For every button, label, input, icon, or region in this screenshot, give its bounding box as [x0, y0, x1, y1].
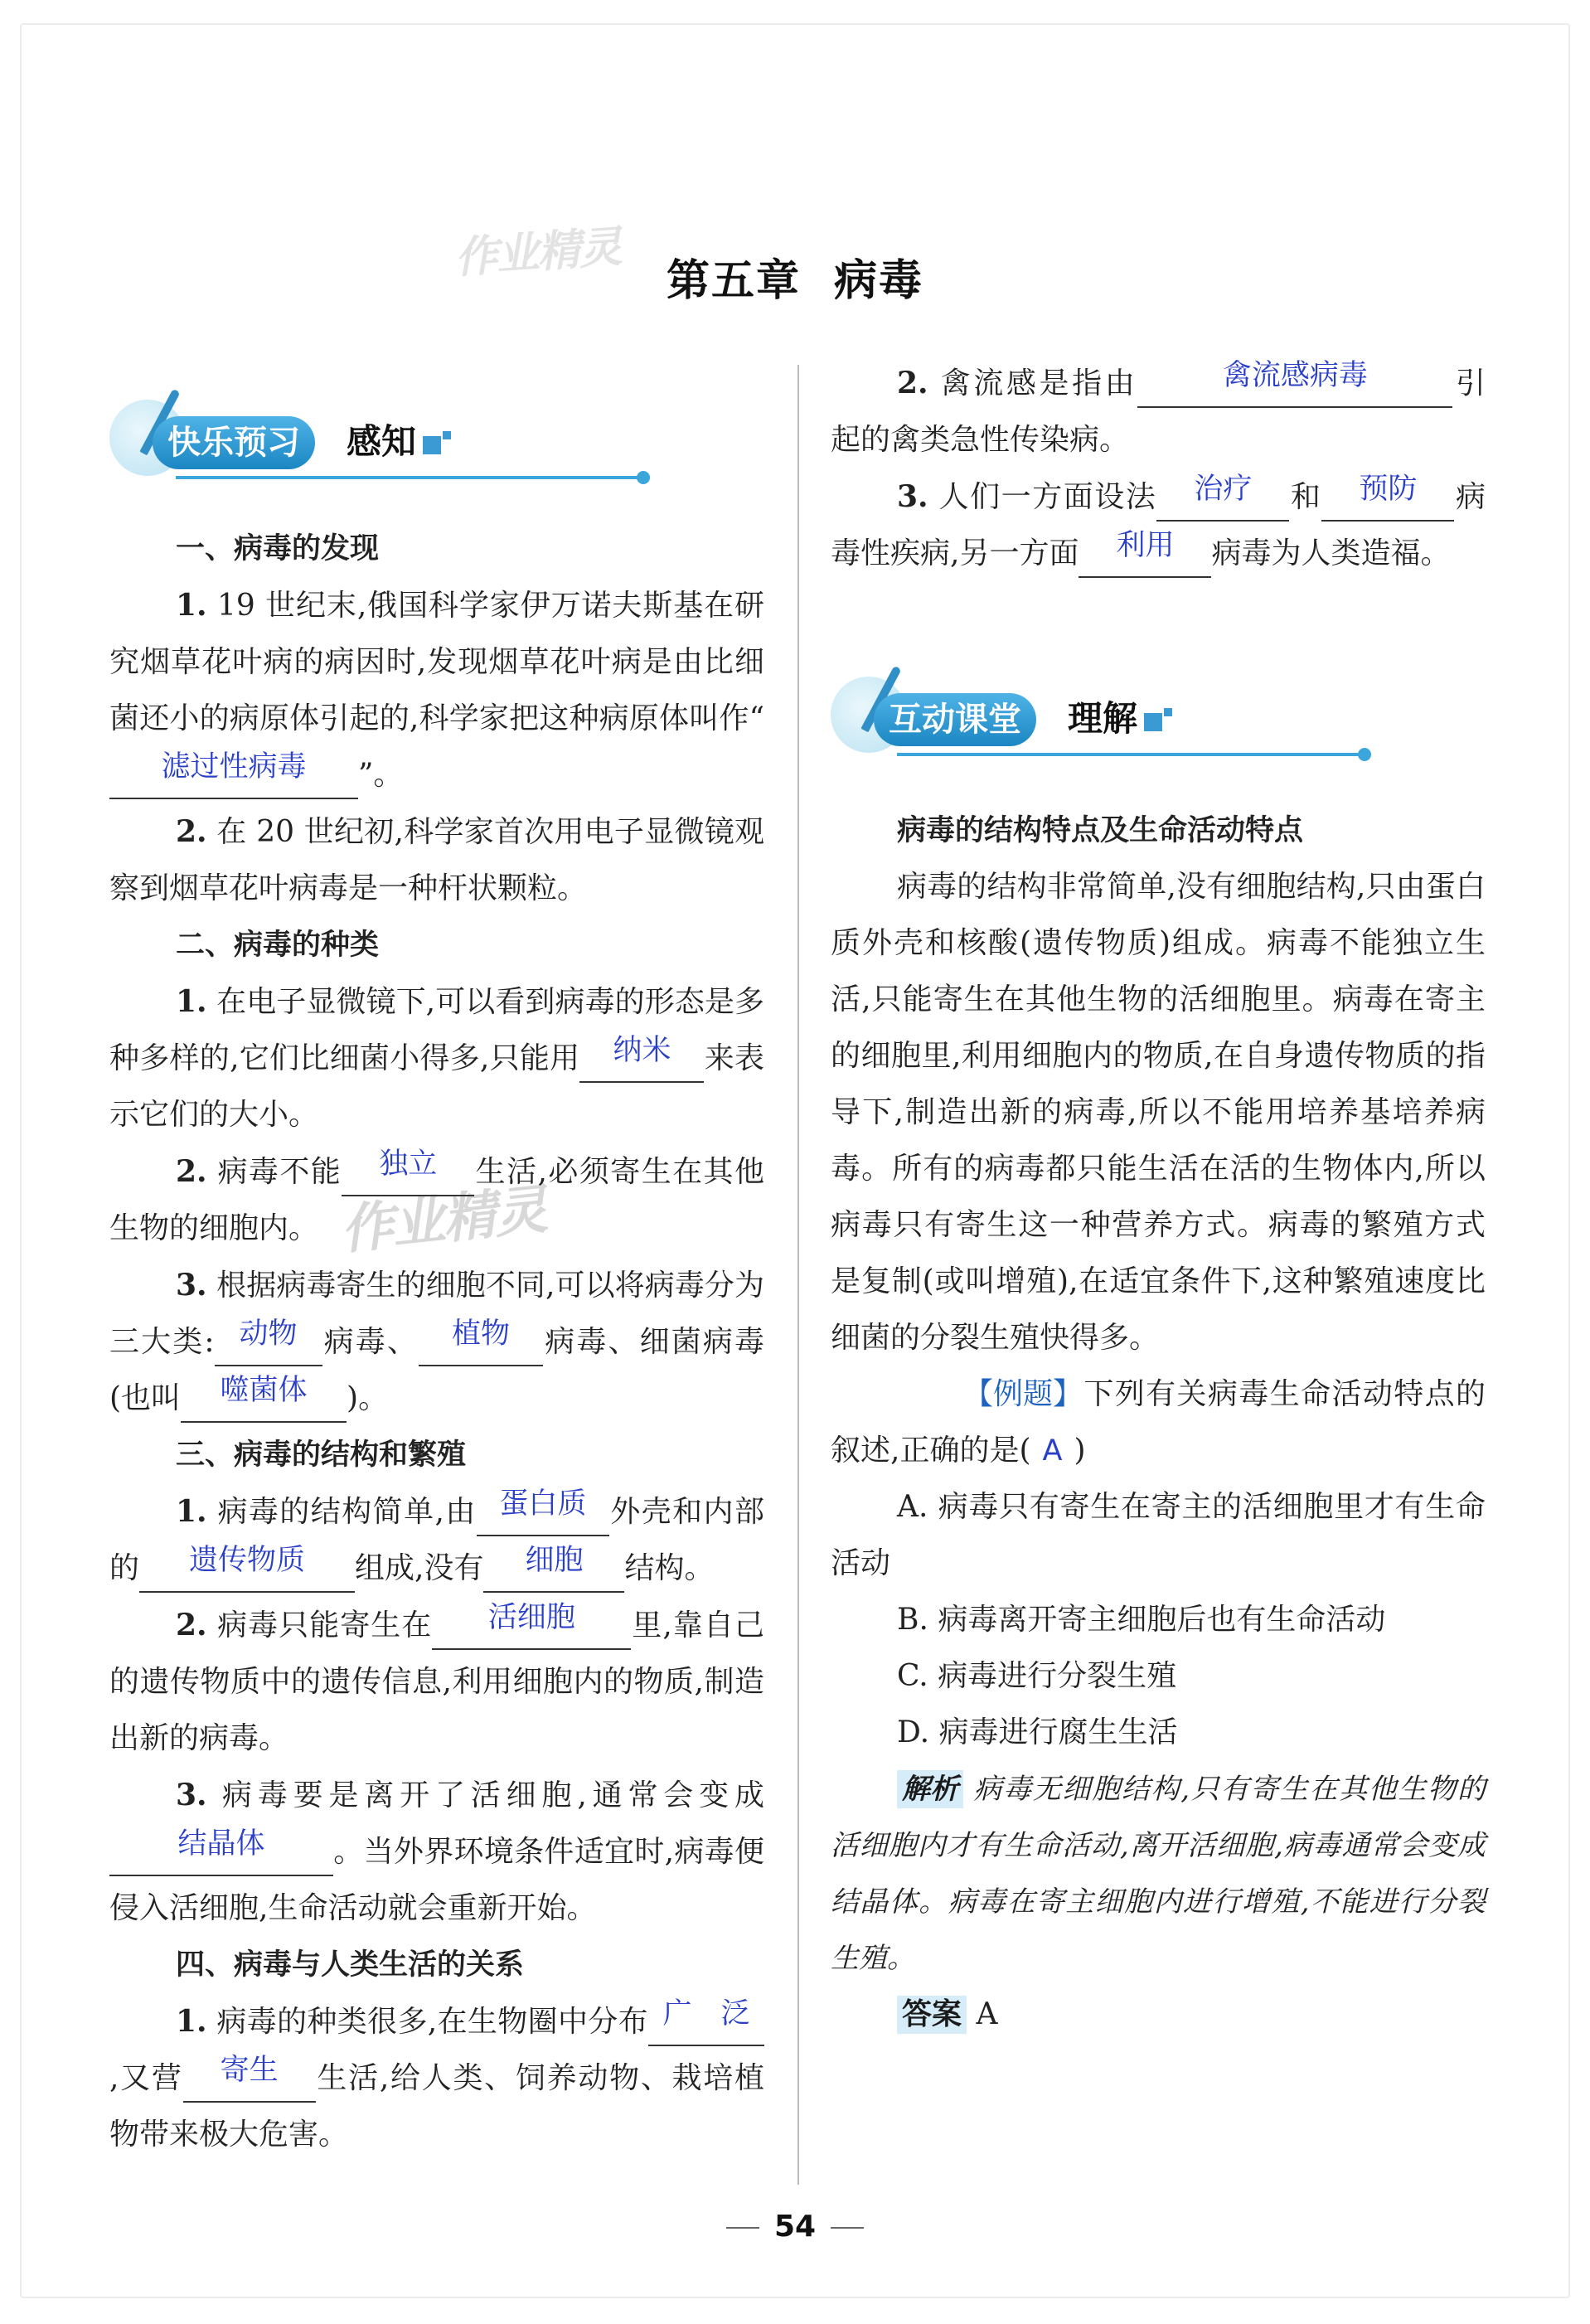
banner-suffix: 理解	[1068, 698, 1138, 739]
topic-heading: 病毒的结构特点及生命活动特点	[897, 814, 1304, 847]
banner-square-icon	[423, 436, 441, 454]
example-tag: 【例题】	[963, 1377, 1083, 1411]
option-d: D. 病毒进行腐生生活	[897, 1715, 1178, 1749]
question: 1. 病毒的种类很多,在生物圈中分布 广 泛,又营 寄生 生活,给人类、饲养动物、栽培植物带来极大危害。	[109, 1997, 764, 2152]
answer-blank: 遗传物质	[139, 1546, 355, 1593]
option-c: C. 病毒进行分裂生殖	[897, 1659, 1177, 1693]
banner-dot	[637, 471, 650, 484]
section-heading: 四、病毒与人类生活的关系	[176, 1948, 525, 1982]
final-answer: A	[976, 1997, 998, 2031]
banner-suffix: 感知	[347, 421, 417, 462]
banner-underline	[176, 476, 640, 479]
banner-pill: 互动课堂	[874, 693, 1036, 746]
question: 3. 病毒要是离开了活细胞,通常会变成结晶体 。当外界环境条件适宜时,病毒便侵入活细胞,生命活动就会重新开始。	[109, 1778, 764, 1925]
example-question: 【例题】下列有关病毒生命活动特点的叙述,正确的是( A )	[831, 1366, 1486, 1479]
answer-blank: 利用	[1079, 531, 1211, 578]
answer-blank: 泛	[706, 2000, 764, 2046]
analysis: 解析 病毒无细胞结构,只有寄生在其他生物的活细胞内才有生命活动,离开活细胞,病毒通常会变成结晶体。病毒在寄主细胞内进行增殖,不能进行分裂生殖。	[831, 1761, 1486, 1987]
analysis-label: 解析	[897, 1770, 963, 1808]
page-number: 54	[0, 2210, 1590, 2244]
chapter-title	[0, 245, 1590, 308]
banner-square-icon	[443, 431, 451, 439]
answer-blank: 治疗	[1156, 475, 1289, 522]
answer-blank: 蛋白质	[477, 1490, 609, 1536]
answer-blank: 动物	[215, 1320, 322, 1366]
preview-banner	[109, 393, 657, 476]
right-column-bottom	[831, 803, 1486, 2043]
answer-blank: 寄生	[183, 2056, 316, 2103]
chapter-name: 病毒	[834, 256, 924, 306]
question: 3. 根据病毒寄生的细胞不同,可以将病毒分为三大类: 动物 病毒、 植物 病毒、细菌病毒(也叫 噬菌体 )。	[109, 1257, 764, 1427]
section-heading: 二、病毒的种类	[176, 929, 380, 962]
banner-dot	[1358, 748, 1371, 761]
question: 1. 病毒的结构简单,由 蛋白质 外壳和内部的 遗传物质 组成,没有 细胞 结构。	[109, 1483, 764, 1597]
banner-underline	[897, 753, 1361, 756]
banner-pill: 快乐预习	[153, 416, 315, 469]
question: 2. 病毒只能寄生在 活细胞 里,靠自己的遗传物质中的遗传信息,利用细胞内的物质,制造出新的病毒。	[109, 1601, 764, 1755]
banner-square-icon	[1144, 713, 1162, 731]
answer-blank: 结晶体	[109, 1830, 333, 1876]
answer-blank: 禽流感病毒	[1137, 361, 1452, 408]
question: 1. 在电子显微镜下,可以看到病毒的形态是多种多样的,它们比细菌小得多,只能用 纳米 来表示它们的大小。	[109, 984, 764, 1132]
answer-blank: 噬菌体	[181, 1376, 347, 1423]
column-divider	[797, 365, 799, 2185]
answer-blank: 独立	[342, 1150, 474, 1196]
answer-blank: 活细胞	[432, 1604, 631, 1650]
right-column-top	[831, 355, 1486, 582]
chapter-number: 第五章	[666, 256, 801, 306]
section-heading: 三、病毒的结构和繁殖	[176, 1439, 467, 1472]
watermark-logo: 作业精灵	[337, 1179, 549, 1262]
question: 2. 病毒不能 独立 生活,必须寄生在其他生物的细胞内。	[109, 1147, 764, 1245]
question: 1. 19 世纪末,俄国科学家伊万诺夫斯基在研究烟草花叶病的病因时,发现烟草花叶病是由比细菌还小的病原体引起的,科学家把这种病原体叫作“滤过性病毒 ”。	[109, 577, 764, 803]
answer-blank: 广	[648, 2000, 706, 2046]
classroom-banner	[831, 670, 1378, 753]
answer-blank: 纳米	[579, 1036, 704, 1083]
answer-line	[831, 1987, 1486, 2043]
question: 3. 人们一方面设法 治疗 和 预防 病毒性疾病,另一方面 利用 病毒为人类造福。	[831, 468, 1486, 582]
example-answer: A	[1042, 1434, 1063, 1468]
watermark-logo: 作业精灵	[453, 222, 623, 284]
answer-blank: 预防	[1321, 475, 1454, 522]
question: 2. 在 20 世纪初,科学家首次用电子显微镜观察到烟草花叶病毒是一种杆状颗粒。	[109, 814, 764, 905]
question: 2. 禽流感是指由 禽流感病毒 引起的禽类急性传染病。	[831, 359, 1486, 457]
option-a: A. 病毒只有寄生在寄主的活细胞里才有生命活动	[831, 1490, 1486, 1580]
left-column	[109, 521, 764, 2163]
answer-blank: 植物	[419, 1320, 543, 1366]
answer-blank: 滤过性病毒	[109, 753, 358, 799]
section-heading: 一、病毒的发现	[176, 532, 380, 565]
answer-label: 答案	[897, 1996, 967, 2034]
option-b: B. 病毒离开寄主细胞后也有生命活动	[897, 1603, 1386, 1637]
banner-square-icon	[1164, 708, 1172, 716]
explanation-paragraph: 病毒的结构非常简单,没有细胞结构,只由蛋白质外壳和核酸(遗传物质)组成。病毒不能独立生活,只能寄生在其他生物的活细胞里。病毒在寄主的细胞里,利用细胞内的物质,在自身遗传物质的指导下,制造出新的病毒,所以不能用培养基培养病毒。所有的病毒都只能生活在活的生物体内,所以病毒只有寄生这一种营养方式。病毒的繁殖方式是复制(或叫增殖),在适宜条件下,这种繁殖速度比细菌的分裂生殖快得多。	[831, 870, 1486, 1355]
answer-blank: 细胞	[483, 1546, 624, 1593]
